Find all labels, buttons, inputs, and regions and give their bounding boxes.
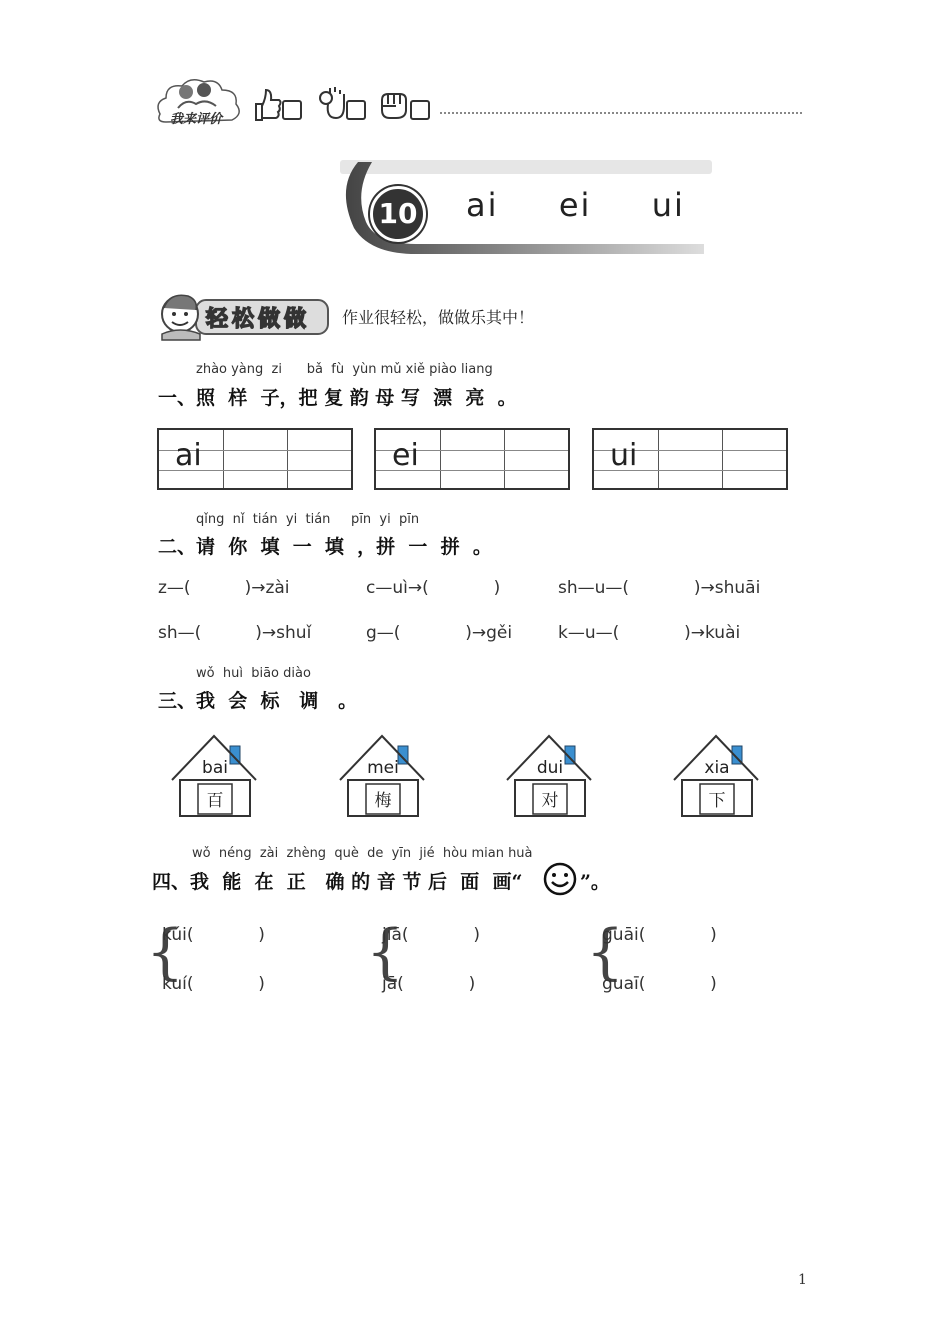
fill-item-shui[interactable]: sh—( )→shuǐ	[158, 623, 312, 643]
house-hanzi: 下	[708, 791, 726, 811]
header-dotted-divider	[440, 112, 802, 114]
fill-item-gei[interactable]: g—( )→gěi	[366, 623, 513, 643]
fill-item-zai[interactable]: z—( )→zài	[158, 578, 290, 598]
q2-pinyin: qǐng nǐ tián yi tián pīn yi pīn	[196, 512, 420, 527]
q1-pinyin: zhào yàng zi bǎ fù yùn mǔ xiě piào liang	[196, 362, 493, 377]
grid-label-ui: ui	[610, 438, 638, 473]
evaluation-badge	[152, 72, 244, 128]
q3-pinyin: wǒ huì biāo diào	[196, 666, 311, 681]
house-pinyin: mei	[367, 758, 399, 778]
easy-practice-label: 轻松做做	[206, 306, 311, 332]
q4-title-end: ”。	[580, 871, 610, 893]
lesson-number: 10	[378, 197, 418, 230]
grid-label-ei: ei	[392, 438, 419, 473]
house-hanzi: 百	[206, 791, 224, 811]
option-jia-top[interactable]: jiā( )	[382, 925, 480, 945]
easy-practice-banner	[156, 290, 332, 342]
house-hanzi: 对	[541, 791, 559, 811]
option-kui-top[interactable]: kúi( )	[162, 925, 265, 945]
writing-grid-ui[interactable]	[592, 428, 788, 490]
option-guai-top[interactable]: guāi( )	[602, 925, 717, 945]
badge-label: 我来评价	[170, 112, 223, 127]
q1-title: 一、照 样 子，把 复 韵 母 写 漂 亮 。	[158, 387, 517, 409]
option-jia-bottom[interactable]: jā( )	[382, 974, 476, 994]
thumbs-up-icon	[252, 88, 282, 126]
q4-pinyin: wǒ néng zài zhèng què de yīn jié hòu mian huà	[192, 846, 533, 861]
fill-item-shuai[interactable]: sh—u—( )→shuāi	[558, 578, 761, 598]
option-kui-bottom[interactable]: kuí( )	[162, 974, 265, 994]
rating-checkbox-good[interactable]	[346, 100, 366, 120]
house-dui[interactable]	[505, 732, 595, 820]
lesson-number-badge	[370, 186, 426, 242]
q4-title: 四、我 能 在 正 确 的 音 节 后 面 画“	[152, 871, 523, 893]
smiley-face-icon	[543, 862, 577, 900]
brace-icon: {	[586, 917, 625, 987]
option-guai-bottom[interactable]: guaī( )	[602, 974, 717, 994]
q3-title: 三、我 会 标 调 。	[158, 690, 358, 712]
lesson-title: ai ei ui	[466, 186, 685, 224]
page-number: 1	[798, 1272, 807, 1288]
house-pinyin: dui	[536, 758, 564, 778]
house-xia[interactable]	[672, 732, 762, 820]
ok-hand-icon	[316, 86, 348, 126]
grid-label-ai: ai	[175, 438, 202, 473]
house-pinyin: xia	[704, 758, 730, 778]
lesson-title-banner	[336, 158, 716, 262]
fill-item-cui[interactable]: c—uì→( )	[366, 578, 501, 598]
house-mei[interactable]	[338, 732, 428, 820]
writing-grid-ei[interactable]	[374, 428, 570, 490]
fill-item-kuai[interactable]: k—u—( )→kuài	[558, 623, 741, 643]
house-bai[interactable]	[170, 732, 260, 820]
house-pinyin: bai	[202, 758, 228, 778]
intro-tagline: 作业很轻松，做做乐其中！	[342, 308, 535, 327]
fist-icon	[378, 90, 410, 126]
house-hanzi: 梅	[374, 791, 392, 811]
rating-checkbox-excellent[interactable]	[282, 100, 302, 120]
writing-grid-ai[interactable]	[157, 428, 353, 490]
brace-icon: {	[366, 917, 405, 987]
q2-title: 二、请 你 填 一 填 ，拼 一 拼 。	[158, 536, 492, 558]
brace-icon: {	[146, 917, 185, 987]
rating-checkbox-try-again[interactable]	[410, 100, 430, 120]
